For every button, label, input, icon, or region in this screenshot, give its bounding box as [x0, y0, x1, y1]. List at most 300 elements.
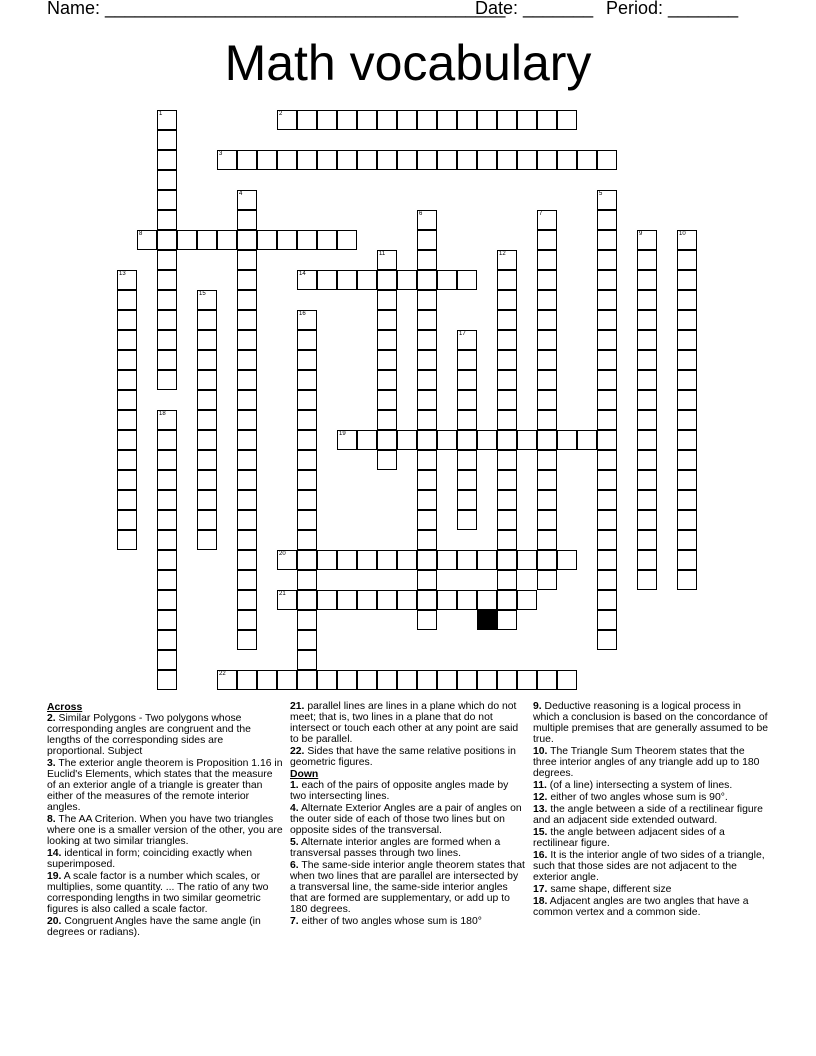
grid-cell[interactable]	[317, 110, 337, 130]
grid-cell[interactable]	[237, 210, 257, 230]
grid-cell[interactable]	[437, 670, 457, 690]
grid-cell[interactable]	[317, 670, 337, 690]
grid-cell[interactable]	[157, 230, 177, 250]
grid-cell[interactable]	[497, 450, 517, 470]
grid-cell[interactable]	[237, 330, 257, 350]
grid-cell[interactable]	[337, 270, 357, 290]
grid-cell[interactable]	[197, 390, 217, 410]
grid-cell[interactable]	[477, 150, 497, 170]
grid-cell[interactable]	[157, 530, 177, 550]
grid-cell[interactable]	[357, 550, 377, 570]
grid-cell[interactable]	[597, 630, 617, 650]
grid-cell[interactable]	[637, 370, 657, 390]
grid-cell[interactable]	[497, 290, 517, 310]
grid-cell[interactable]	[637, 250, 657, 270]
grid-cell[interactable]	[117, 530, 137, 550]
grid-cell[interactable]	[337, 550, 357, 570]
grid-cell[interactable]	[237, 410, 257, 430]
grid-cell[interactable]	[197, 510, 217, 530]
grid-cell[interactable]	[557, 110, 577, 130]
grid-cell[interactable]	[497, 430, 517, 450]
grid-cell[interactable]	[597, 550, 617, 570]
grid-cell[interactable]	[537, 530, 557, 550]
grid-cell[interactable]	[237, 470, 257, 490]
grid-cell[interactable]	[597, 210, 617, 230]
grid-cell[interactable]	[397, 270, 417, 290]
grid-cell[interactable]	[337, 150, 357, 170]
grid-cell[interactable]	[677, 230, 697, 250]
grid-cell[interactable]	[297, 450, 317, 470]
grid-cell[interactable]	[337, 430, 357, 450]
grid-cell[interactable]	[297, 330, 317, 350]
grid-cell[interactable]	[417, 110, 437, 130]
grid-cell[interactable]	[237, 670, 257, 690]
grid-cell[interactable]	[297, 550, 317, 570]
grid-cell[interactable]	[237, 610, 257, 630]
grid-cell[interactable]	[237, 230, 257, 250]
grid-cell[interactable]	[297, 670, 317, 690]
grid-cell[interactable]	[117, 370, 137, 390]
grid-cell[interactable]	[517, 590, 537, 610]
grid-cell[interactable]	[637, 570, 657, 590]
grid-cell[interactable]	[197, 370, 217, 390]
grid-cell[interactable]	[457, 490, 477, 510]
grid-cell[interactable]	[157, 450, 177, 470]
grid-cell[interactable]	[417, 550, 437, 570]
grid-cell[interactable]	[237, 490, 257, 510]
grid-cell[interactable]	[597, 230, 617, 250]
grid-cell[interactable]	[237, 550, 257, 570]
grid-cell[interactable]	[417, 250, 437, 270]
grid-cell[interactable]	[117, 290, 137, 310]
grid-cell[interactable]	[297, 470, 317, 490]
grid-cell[interactable]	[557, 670, 577, 690]
grid-cell[interactable]	[157, 210, 177, 230]
grid-cell[interactable]	[237, 270, 257, 290]
grid-cell[interactable]	[557, 550, 577, 570]
grid-cell[interactable]	[377, 430, 397, 450]
grid-cell[interactable]	[297, 350, 317, 370]
grid-cell[interactable]	[157, 630, 177, 650]
grid-cell[interactable]	[557, 150, 577, 170]
grid-cell[interactable]	[117, 350, 137, 370]
grid-cell[interactable]	[597, 190, 617, 210]
grid-cell[interactable]	[417, 370, 437, 390]
grid-cell[interactable]	[337, 110, 357, 130]
grid-cell[interactable]	[157, 430, 177, 450]
grid-cell[interactable]	[317, 550, 337, 570]
grid-cell[interactable]	[417, 470, 437, 490]
grid-cell[interactable]	[457, 510, 477, 530]
grid-cell[interactable]	[497, 610, 517, 630]
grid-cell[interactable]	[237, 530, 257, 550]
grid-cell[interactable]	[537, 410, 557, 430]
grid-cell[interactable]	[677, 490, 697, 510]
grid-cell[interactable]	[357, 110, 377, 130]
grid-cell[interactable]	[377, 350, 397, 370]
grid-cell[interactable]	[237, 150, 257, 170]
grid-cell[interactable]	[457, 410, 477, 430]
grid-cell[interactable]	[497, 370, 517, 390]
grid-cell[interactable]	[417, 410, 437, 430]
grid-cell[interactable]	[157, 290, 177, 310]
grid-cell[interactable]	[597, 390, 617, 410]
grid-cell[interactable]	[237, 370, 257, 390]
grid-cell[interactable]	[277, 110, 297, 130]
grid-cell[interactable]	[457, 330, 477, 350]
grid-cell[interactable]	[297, 310, 317, 330]
grid-cell[interactable]	[577, 430, 597, 450]
grid-cell[interactable]	[277, 670, 297, 690]
grid-cell[interactable]	[357, 270, 377, 290]
grid-cell[interactable]	[237, 570, 257, 590]
grid-cell[interactable]	[637, 550, 657, 570]
grid-cell[interactable]	[377, 590, 397, 610]
grid-cell[interactable]	[677, 310, 697, 330]
grid-cell[interactable]	[597, 150, 617, 170]
grid-cell[interactable]	[377, 370, 397, 390]
grid-cell[interactable]	[637, 510, 657, 530]
grid-cell[interactable]	[497, 410, 517, 430]
grid-cell[interactable]	[457, 430, 477, 450]
grid-cell[interactable]	[197, 290, 217, 310]
grid-cell[interactable]	[377, 290, 397, 310]
grid-cell[interactable]	[417, 670, 437, 690]
grid-cell[interactable]	[537, 290, 557, 310]
grid-cell[interactable]	[297, 430, 317, 450]
grid-cell[interactable]	[577, 150, 597, 170]
grid-cell[interactable]	[417, 150, 437, 170]
grid-cell[interactable]	[677, 390, 697, 410]
grid-cell[interactable]	[117, 310, 137, 330]
grid-cell[interactable]	[157, 170, 177, 190]
grid-cell[interactable]	[297, 150, 317, 170]
grid-cell[interactable]	[277, 150, 297, 170]
grid-cell[interactable]	[637, 450, 657, 470]
grid-cell[interactable]	[157, 670, 177, 690]
grid-cell[interactable]	[637, 230, 657, 250]
grid-cell[interactable]	[397, 430, 417, 450]
grid-cell[interactable]	[157, 550, 177, 570]
grid-cell[interactable]	[257, 150, 277, 170]
grid-cell[interactable]	[637, 350, 657, 370]
grid-cell[interactable]	[637, 410, 657, 430]
grid-cell[interactable]	[497, 150, 517, 170]
grid-cell[interactable]	[517, 550, 537, 570]
grid-cell[interactable]	[217, 150, 237, 170]
grid-cell[interactable]	[157, 470, 177, 490]
grid-cell[interactable]	[537, 490, 557, 510]
grid-cell[interactable]	[417, 270, 437, 290]
grid-cell[interactable]	[397, 550, 417, 570]
grid-cell[interactable]	[637, 430, 657, 450]
grid-cell[interactable]	[457, 350, 477, 370]
grid-cell[interactable]	[597, 470, 617, 490]
grid-cell[interactable]	[377, 250, 397, 270]
grid-cell[interactable]	[457, 590, 477, 610]
grid-cell[interactable]	[317, 270, 337, 290]
grid-cell[interactable]	[257, 230, 277, 250]
grid-cell[interactable]	[157, 590, 177, 610]
grid-cell[interactable]	[517, 150, 537, 170]
grid-cell[interactable]	[677, 550, 697, 570]
grid-cell[interactable]	[157, 510, 177, 530]
grid-cell[interactable]	[337, 670, 357, 690]
grid-cell[interactable]	[117, 390, 137, 410]
grid-cell[interactable]	[237, 590, 257, 610]
grid-cell[interactable]	[597, 490, 617, 510]
grid-cell[interactable]	[117, 510, 137, 530]
grid-cell[interactable]	[497, 570, 517, 590]
grid-cell[interactable]	[297, 630, 317, 650]
grid-cell[interactable]	[457, 550, 477, 570]
grid-cell[interactable]	[277, 590, 297, 610]
grid-cell[interactable]	[417, 610, 437, 630]
grid-cell[interactable]	[417, 450, 437, 470]
grid-cell[interactable]	[677, 350, 697, 370]
grid-cell[interactable]	[237, 190, 257, 210]
grid-cell[interactable]	[337, 590, 357, 610]
grid-cell[interactable]	[297, 590, 317, 610]
grid-cell[interactable]	[197, 310, 217, 330]
grid-cell[interactable]	[637, 470, 657, 490]
grid-cell[interactable]	[237, 630, 257, 650]
grid-cell[interactable]	[397, 110, 417, 130]
grid-cell[interactable]	[417, 590, 437, 610]
grid-cell[interactable]	[537, 450, 557, 470]
grid-cell[interactable]	[217, 670, 237, 690]
grid-cell[interactable]	[117, 490, 137, 510]
grid-cell[interactable]	[537, 210, 557, 230]
grid-cell[interactable]	[597, 310, 617, 330]
grid-cell[interactable]	[537, 470, 557, 490]
grid-cell[interactable]	[597, 290, 617, 310]
grid-cell[interactable]	[517, 430, 537, 450]
grid-cell[interactable]	[537, 550, 557, 570]
grid-cell[interactable]	[597, 510, 617, 530]
grid-cell[interactable]	[597, 330, 617, 350]
grid-cell[interactable]	[537, 230, 557, 250]
grid-cell[interactable]	[537, 250, 557, 270]
grid-cell[interactable]	[317, 150, 337, 170]
grid-cell[interactable]	[317, 230, 337, 250]
grid-cell[interactable]	[157, 330, 177, 350]
grid-cell[interactable]	[157, 410, 177, 430]
grid-cell[interactable]	[597, 590, 617, 610]
grid-cell[interactable]	[497, 350, 517, 370]
grid-cell[interactable]	[597, 430, 617, 450]
grid-cell[interactable]	[497, 390, 517, 410]
grid-cell[interactable]	[237, 310, 257, 330]
grid-cell[interactable]	[397, 150, 417, 170]
grid-cell[interactable]	[197, 450, 217, 470]
grid-cell[interactable]	[537, 350, 557, 370]
grid-cell[interactable]	[437, 150, 457, 170]
grid-cell[interactable]	[477, 670, 497, 690]
grid-cell[interactable]	[417, 310, 437, 330]
grid-cell[interactable]	[157, 110, 177, 130]
grid-cell[interactable]	[397, 670, 417, 690]
grid-cell[interactable]	[297, 490, 317, 510]
grid-cell[interactable]	[157, 190, 177, 210]
grid-cell[interactable]	[537, 510, 557, 530]
grid-cell[interactable]	[117, 330, 137, 350]
grid-cell[interactable]	[677, 370, 697, 390]
grid-cell[interactable]	[677, 290, 697, 310]
grid-cell[interactable]	[297, 230, 317, 250]
grid-cell[interactable]	[157, 310, 177, 330]
grid-cell[interactable]	[537, 330, 557, 350]
grid-cell[interactable]	[677, 450, 697, 470]
grid-cell[interactable]	[477, 430, 497, 450]
grid-cell[interactable]	[197, 410, 217, 430]
grid-cell[interactable]	[417, 390, 437, 410]
grid-cell[interactable]	[497, 550, 517, 570]
grid-cell[interactable]	[377, 330, 397, 350]
grid-cell[interactable]	[417, 530, 437, 550]
grid-cell[interactable]	[597, 370, 617, 390]
grid-cell[interactable]	[537, 390, 557, 410]
grid-cell[interactable]	[457, 110, 477, 130]
grid-cell[interactable]	[497, 270, 517, 290]
grid-cell[interactable]	[597, 250, 617, 270]
grid-cell[interactable]	[537, 310, 557, 330]
grid-cell[interactable]	[637, 270, 657, 290]
grid-cell[interactable]	[597, 410, 617, 430]
grid-cell[interactable]	[277, 230, 297, 250]
grid-cell[interactable]	[397, 590, 417, 610]
grid-cell[interactable]	[377, 110, 397, 130]
grid-cell[interactable]	[157, 250, 177, 270]
grid-cell[interactable]	[417, 510, 437, 530]
grid-cell[interactable]	[237, 450, 257, 470]
grid-cell[interactable]	[137, 230, 157, 250]
grid-cell[interactable]	[537, 270, 557, 290]
grid-cell[interactable]	[417, 210, 437, 230]
grid-cell[interactable]	[117, 470, 137, 490]
grid-cell[interactable]	[637, 390, 657, 410]
grid-cell[interactable]	[237, 290, 257, 310]
grid-cell[interactable]	[157, 650, 177, 670]
grid-cell[interactable]	[117, 410, 137, 430]
grid-cell[interactable]	[297, 530, 317, 550]
grid-cell[interactable]	[457, 470, 477, 490]
grid-cell[interactable]	[297, 270, 317, 290]
grid-cell[interactable]	[457, 150, 477, 170]
grid-cell[interactable]	[297, 570, 317, 590]
grid-cell[interactable]	[457, 390, 477, 410]
grid-cell[interactable]	[417, 330, 437, 350]
grid-cell[interactable]	[237, 250, 257, 270]
grid-cell[interactable]	[497, 470, 517, 490]
grid-cell[interactable]	[257, 670, 277, 690]
grid-cell[interactable]	[377, 310, 397, 330]
grid-cell[interactable]	[157, 610, 177, 630]
grid-cell[interactable]	[457, 370, 477, 390]
grid-cell[interactable]	[197, 230, 217, 250]
grid-cell[interactable]	[417, 430, 437, 450]
grid-cell[interactable]	[517, 110, 537, 130]
grid-cell[interactable]	[517, 670, 537, 690]
grid-cell[interactable]	[377, 450, 397, 470]
grid-cell[interactable]	[237, 430, 257, 450]
grid-cell[interactable]	[437, 550, 457, 570]
grid-cell[interactable]	[317, 590, 337, 610]
grid-cell[interactable]	[377, 550, 397, 570]
grid-cell[interactable]	[157, 130, 177, 150]
grid-cell[interactable]	[677, 430, 697, 450]
grid-cell[interactable]	[417, 570, 437, 590]
grid-cell[interactable]	[637, 330, 657, 350]
grid-cell[interactable]	[677, 510, 697, 530]
grid-cell[interactable]	[537, 110, 557, 130]
grid-cell[interactable]	[677, 530, 697, 550]
grid-cell[interactable]	[297, 410, 317, 430]
grid-cell[interactable]	[437, 590, 457, 610]
grid-cell[interactable]	[377, 670, 397, 690]
grid-cell[interactable]	[377, 390, 397, 410]
grid-cell[interactable]	[417, 490, 437, 510]
grid-cell[interactable]	[537, 370, 557, 390]
grid-cell[interactable]	[157, 150, 177, 170]
grid-cell[interactable]	[357, 670, 377, 690]
grid-cell[interactable]	[237, 390, 257, 410]
grid-cell[interactable]	[377, 270, 397, 290]
grid-cell[interactable]	[237, 350, 257, 370]
grid-cell[interactable]	[637, 290, 657, 310]
grid-cell[interactable]	[597, 570, 617, 590]
grid-cell[interactable]	[157, 270, 177, 290]
grid-cell[interactable]	[157, 490, 177, 510]
grid-cell[interactable]	[197, 490, 217, 510]
grid-cell[interactable]	[117, 450, 137, 470]
grid-cell[interactable]	[497, 110, 517, 130]
grid-cell[interactable]	[677, 250, 697, 270]
grid-cell[interactable]	[637, 490, 657, 510]
grid-cell[interactable]	[297, 510, 317, 530]
grid-cell[interactable]	[497, 330, 517, 350]
grid-cell[interactable]	[497, 250, 517, 270]
grid-cell[interactable]	[597, 530, 617, 550]
grid-cell[interactable]	[457, 270, 477, 290]
grid-cell[interactable]	[377, 150, 397, 170]
grid-cell[interactable]	[537, 150, 557, 170]
grid-cell[interactable]	[597, 450, 617, 470]
grid-cell[interactable]	[357, 430, 377, 450]
grid-cell[interactable]	[297, 370, 317, 390]
grid-cell[interactable]	[477, 110, 497, 130]
grid-cell[interactable]	[497, 490, 517, 510]
grid-cell[interactable]	[497, 590, 517, 610]
grid-cell[interactable]	[417, 350, 437, 370]
grid-cell[interactable]	[197, 350, 217, 370]
grid-cell[interactable]	[437, 110, 457, 130]
grid-cell[interactable]	[497, 510, 517, 530]
grid-cell[interactable]	[197, 530, 217, 550]
grid-cell[interactable]	[357, 150, 377, 170]
grid-cell[interactable]	[637, 310, 657, 330]
grid-cell[interactable]	[637, 530, 657, 550]
grid-cell[interactable]	[157, 370, 177, 390]
grid-cell[interactable]	[197, 330, 217, 350]
grid-cell[interactable]	[497, 670, 517, 690]
grid-cell[interactable]	[537, 670, 557, 690]
grid-cell[interactable]	[337, 230, 357, 250]
grid-cell[interactable]	[197, 430, 217, 450]
grid-cell[interactable]	[437, 430, 457, 450]
grid-cell[interactable]	[677, 410, 697, 430]
grid-cell[interactable]	[237, 510, 257, 530]
